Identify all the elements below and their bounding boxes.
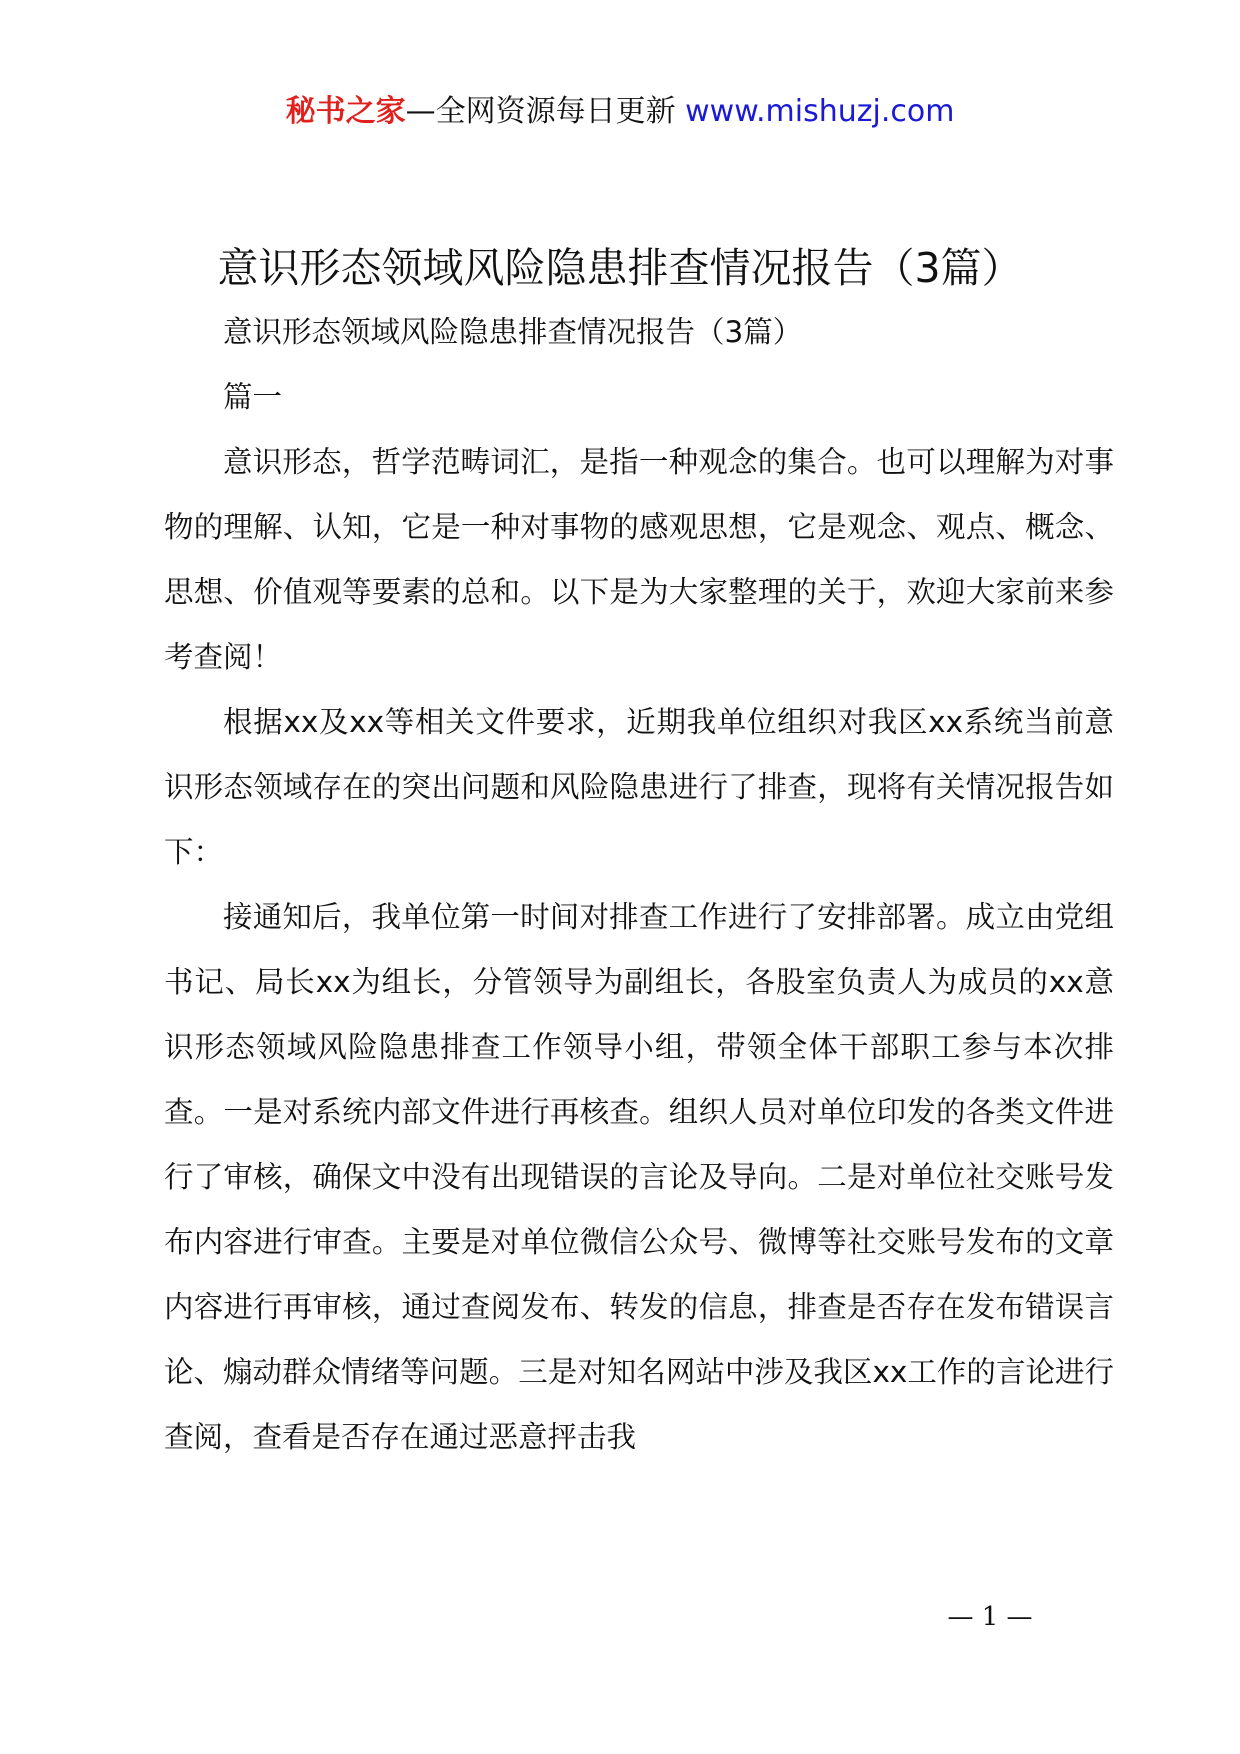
section-heading: 篇一 <box>223 380 283 414</box>
document-body <box>164 300 1114 1470</box>
document-title: 意识形态领域风险隐患排查情况报告（3篇） <box>217 244 1023 292</box>
site-url-link[interactable]: www.mishuzj.com <box>685 94 955 129</box>
paragraph-background: 根据xx及xx等相关文件要求，近期我单位组织对我区xx系统当前意识形态领域存在的突出问题和风险隐患进行了排查，现将有关情况报告如下： <box>164 705 1114 869</box>
document-subtitle: 意识形态领域风险隐患排查情况报告（3篇） <box>223 315 803 349</box>
paragraph-measures: 接通知后，我单位第一时间对排查工作进行了安排部署。成立由党组书记、局长xx为组长，分管领导为副组长，各股室负责人为成员的xx意识形态领域风险隐患排查工作领导小组，带领全体干部职工参与本次排查。一是对系统内部文件进行再核查。组织人员对单位印发的各类文件进行了审核，确保文中没有出现错误的言论及导向。二是对单位社交账号发布内容进行审查。主要是对单位微信公众号、微博等社交账号发布的文章内容进行再审核，通过查阅发布、转发的信息，排查是否存在发布错误言论、煽动群众情绪等问题。三是对知名网站中涉及我区xx工作的言论进行查阅，查看是否存在通过恶意抨击我 <box>164 900 1114 1454</box>
page-number: — 1 — <box>947 1602 1033 1632</box>
header-tagline: —全网资源每日更新 <box>405 94 676 129</box>
site-header <box>0 92 1240 132</box>
paragraph-intro: 意识形态，哲学范畴词汇，是指一种观念的集合。也可以理解为对事物的理解、认知，它是一种对事物的感观思想，它是观念、观点、概念、思想、价值观等要素的总和。以下是为大家整理的关于，欢迎大家前来参考查阅！ <box>164 445 1114 674</box>
brand-name: 秘书之家 <box>285 94 406 129</box>
